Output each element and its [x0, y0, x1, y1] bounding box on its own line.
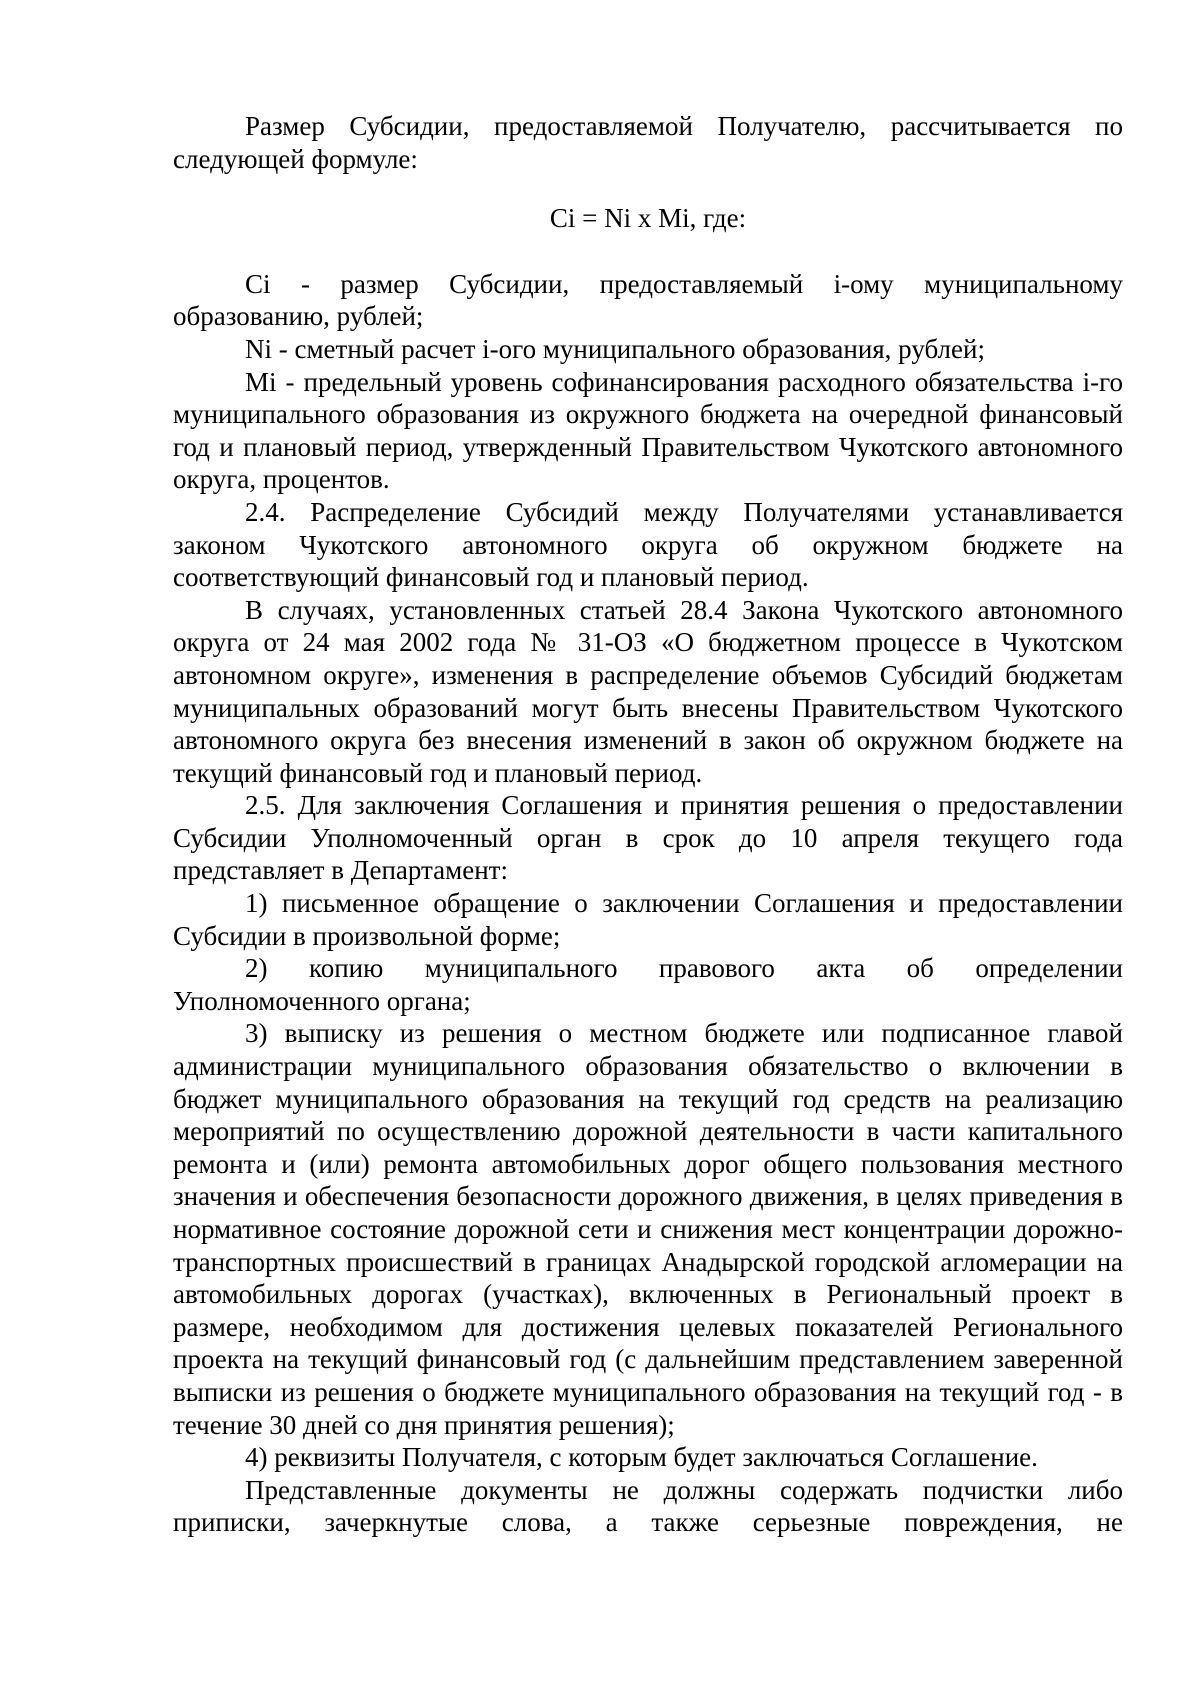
- paragraph-2-5: 2.5. Для заключения Соглашения и принятия решения о предоставлении Субсидии Уполномоченный орган в срок до 10 апреля текущего года представляет в Департамент:: [173, 790, 1123, 886]
- formula: Ci = Ni x Mi, где:: [549, 203, 747, 234]
- list-item-4: 4) реквизиты Получателя, с которым будет заключаться Соглашение.: [245, 1442, 1038, 1473]
- paragraph-ni-definition: Ni - сметный расчет i-ого муниципального образования, рублей;: [245, 333, 985, 364]
- document-body: [173, 110, 1123, 1539]
- paragraph-2-4: 2.4. Распределение Субсидий между Получателями устанавливается законом Чукотского автономного округа об окружном бюджете на соответствующий финансовый год и плановый период.: [173, 496, 1123, 593]
- list-item-1: 1) письменное обращение о заключении Соглашения и предоставлении Субсидии в произвольной форме;: [173, 888, 1123, 951]
- list-item-2: 2) копию муниципального правового акта об определении Уполномоченного органа;: [173, 953, 1123, 1016]
- paragraph-ci-definition: Ci - размер Субсидии, предоставляемый i-ому муниципальному образованию, рублей;: [173, 268, 1123, 332]
- list-item-3: 3) выписку из решения о местном бюджете или подписанное главой администрации муниципального образования обязательство о включении в бюджет муниципального образования на текущий год средств на реализацию мероприятий по осуществлению дорожной деятельности в части капитального ремонта и (или) ремонта автомобильных дорог общего пользования местного значения и обеспечения безопасности дорожного движения, в целях приведения в нормативное состояние дорожной сети и снижения мест концентрации дорожно-транспортных происшествий в границах Анадырской городской агломерации на автомобильных дорогах (участках), включенных в Региональный проект в размере, необходимом для достижения целевых показателей Регионального проекта на текущий финансовый год (с дальнейшим представлением заверенной выписки из решения о бюджете муниципального образования на текущий год - в течение 30 дней со дня принятия решения);: [173, 1018, 1123, 1440]
- paragraph-budget-changes: В случаях, установленных статьей 28.4 Закона Чукотского автономного округа от 24 мая 2002 года № 31-ОЗ «О бюджетном процессе в Чукотском автономном округе», изменения в распределение объемов Субсидий бюджетам муниципальных образований могут быть внесены Правительством Чукотского автономного округа без внесения изменений в закон об окружном бюджете на текущий финансовый год и плановый период.: [173, 594, 1123, 788]
- paragraph-subsidy-formula-intro: Размер Субсидии, предоставляемой Получателю, рассчитывается по следующей формуле:: [173, 111, 1123, 174]
- paragraph-mi-definition: Mi - предельный уровень софинансирования расходного обязательства i-го муниципального образования из окружного бюджета на очередной финансовый год и плановый период, утвержденный Правительством Чукотского автономного округа, процентов.: [173, 366, 1123, 495]
- paragraph-document-requirements: Представленные документы не должны содержать подчистки либо приписки, зачеркнутые слова, а также серьезные повреждения, не: [173, 1474, 1123, 1538]
